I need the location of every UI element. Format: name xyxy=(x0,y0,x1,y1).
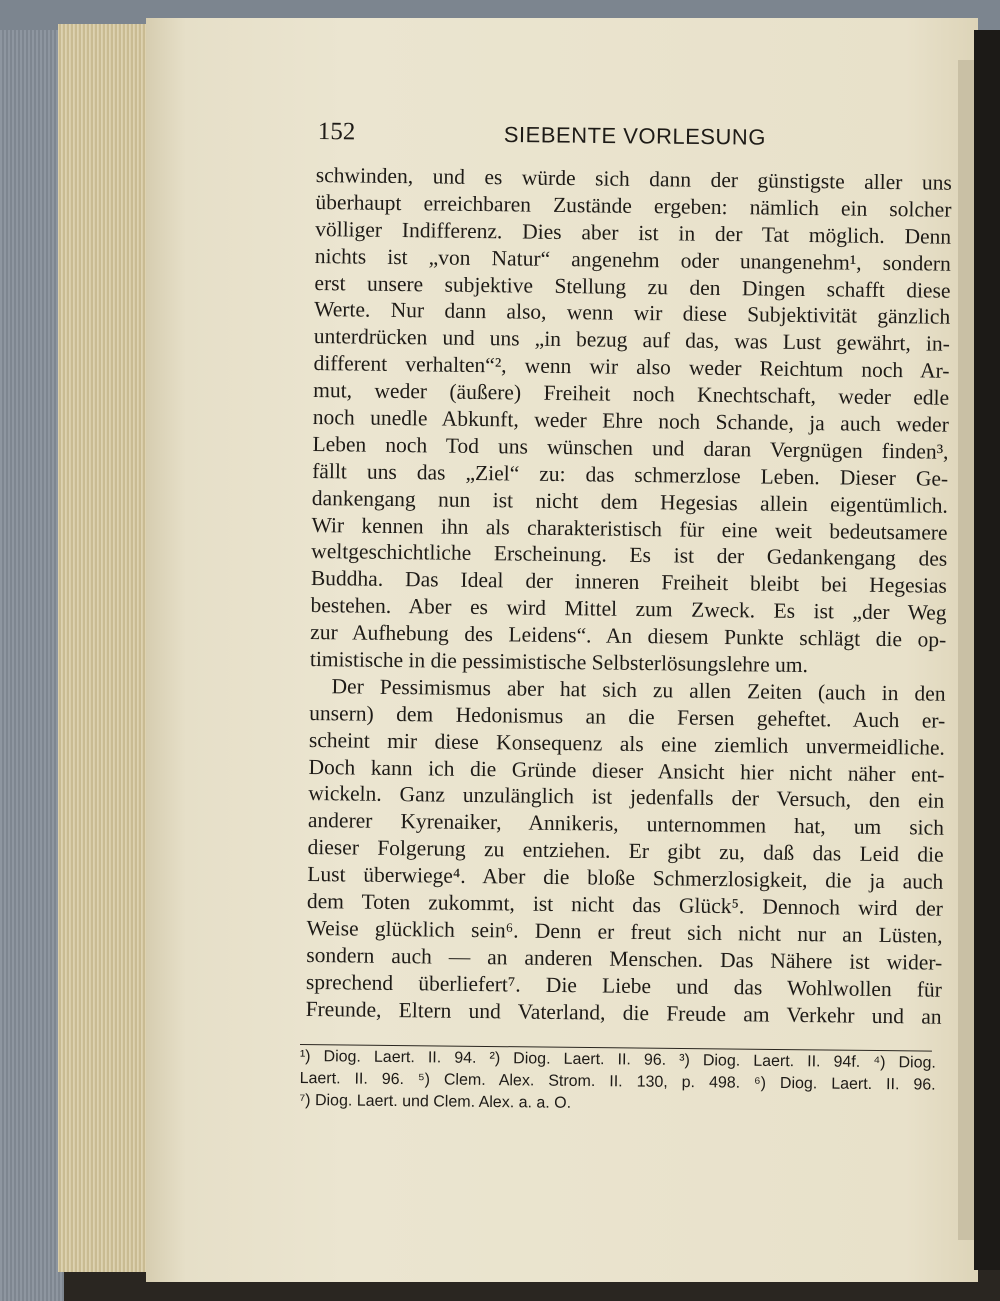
text-line: Werte. Nur dann also, wenn wir diese Subjektivität gänzlich xyxy=(314,297,951,330)
text-line: anderer Kyrenaiker, Annikeris, unternommen hat, um sich xyxy=(307,808,945,841)
text-line: Weise glücklich sein⁶. Denn er freut sich nicht nur an Lüsten, xyxy=(306,915,943,948)
text-line: Buddha. Das Ideal der inneren Freiheit bleibt bei Hegesias xyxy=(310,566,948,599)
text-line: different verhalten“², wenn wir also weder Reichtum noch Ar- xyxy=(313,351,950,383)
text-line: Leben noch Tod uns wünschen und daran Vergnügen finden³, xyxy=(312,431,949,464)
text-line: scheint mir diese Konsequenz als eine ziemlich unvermeidliche. xyxy=(308,727,946,760)
footnotes xyxy=(299,1046,936,1119)
text-line: Der Pessimismus aber hat sich zu allen Zeiten (auch in den xyxy=(331,674,946,706)
running-title: SIEBENTE VORLESUNG xyxy=(503,121,767,150)
text-line: sondern auch — an anderen Menschen. Das Nähere ist wider- xyxy=(306,942,943,975)
body-text xyxy=(305,162,951,1030)
text-line: mut, weder (äußere) Freiheit noch Knechtschaft, weder edle xyxy=(313,378,950,410)
text-line: wickeln. Ganz unzulänglich ist jedenfalls der Versuch, den ein xyxy=(308,781,945,814)
book-cover-cloth xyxy=(0,0,64,1301)
text-line: überhaupt erreichbaren Zustände ergeben: nämlich ein solcher xyxy=(315,189,952,222)
text-line: weltgeschichtliche Erscheinung. Es ist der Gedankengang des xyxy=(311,539,948,572)
text-line: timistische in die pessimistische Selbsterlösungslehre um. xyxy=(309,646,809,678)
page-number: 152 xyxy=(317,118,356,146)
text-line: dieser Folgerung zu entziehen. Er gibt zu, daß das Leid die xyxy=(307,835,944,867)
text-line: dankengang nun ist nicht dem Hegesias allein eigentümlich. xyxy=(311,485,948,518)
text-line: Lust überwiege⁴. Aber die bloße Schmerzlosigkeit, die ja auch xyxy=(307,862,944,894)
text-line: unterdrücken und uns „in bezug auf das, was Lust gewährt, in- xyxy=(313,324,950,357)
text-line: zur Aufhebung des Leidens“. An diesem Punkte schlägt die op- xyxy=(310,620,947,652)
book-gutter xyxy=(974,30,1000,1270)
text-line: fällt uns das „Ziel“ zu: das schmerzlose Leben. Dieser Ge- xyxy=(312,458,949,491)
text-line: völliger Indifferenz. Dies aber ist in der Tat möglich. Denn xyxy=(315,216,952,249)
text-line: erst unsere subjektive Stellung zu den Dingen schafft diese xyxy=(314,270,951,303)
footnote-line: Laert. II. 96. ⁵) Clem. Alex. Strom. II. 130, p. 498. ⁶) Diog. Laert. II. 96. xyxy=(299,1069,936,1094)
page-header xyxy=(318,118,958,165)
text-line: sprechend überliefert⁷. Die Liebe und das Wohlwollen für xyxy=(305,969,943,1002)
text-line: Freunde, Eltern und Vaterland, die Freude am Verkehr und an xyxy=(305,996,942,1029)
text-line: nichts ist „von Natur“ angenehm oder unangenehm¹, sondern xyxy=(314,243,951,276)
text-line: schwinden, und es würde sich dann der günstigste aller uns xyxy=(315,162,952,195)
text-line: Wir kennen ihn als charakteristisch für eine weit bedeutsamere xyxy=(311,512,948,545)
text-line: noch unedle Abkunft, weder Ehre noch Schande, ja auch weder xyxy=(312,404,949,437)
text-line: Doch kann ich die Gründe dieser Ansicht hier nicht näher ent- xyxy=(308,754,945,787)
footnote-line: ¹) Diog. Laert. II. 94. ²) Diog. Laert. II. 96. ³) Diog. Laert. II. 94f. ⁴) Diog. xyxy=(299,1047,936,1072)
text-line: bestehen. Aber es wird Mittel zum Zweck. Es ist „der Weg xyxy=(310,593,947,625)
text-line: dem Toten zukommt, ist nicht das Glück⁵. Dennoch wird der xyxy=(306,888,944,921)
footnote-line: ⁷) Diog. Laert. und Clem. Alex. a. a. O. xyxy=(299,1091,572,1112)
text-line: unsern) dem Hedonismus an die Fersen geheftet. Auch er- xyxy=(309,700,946,733)
